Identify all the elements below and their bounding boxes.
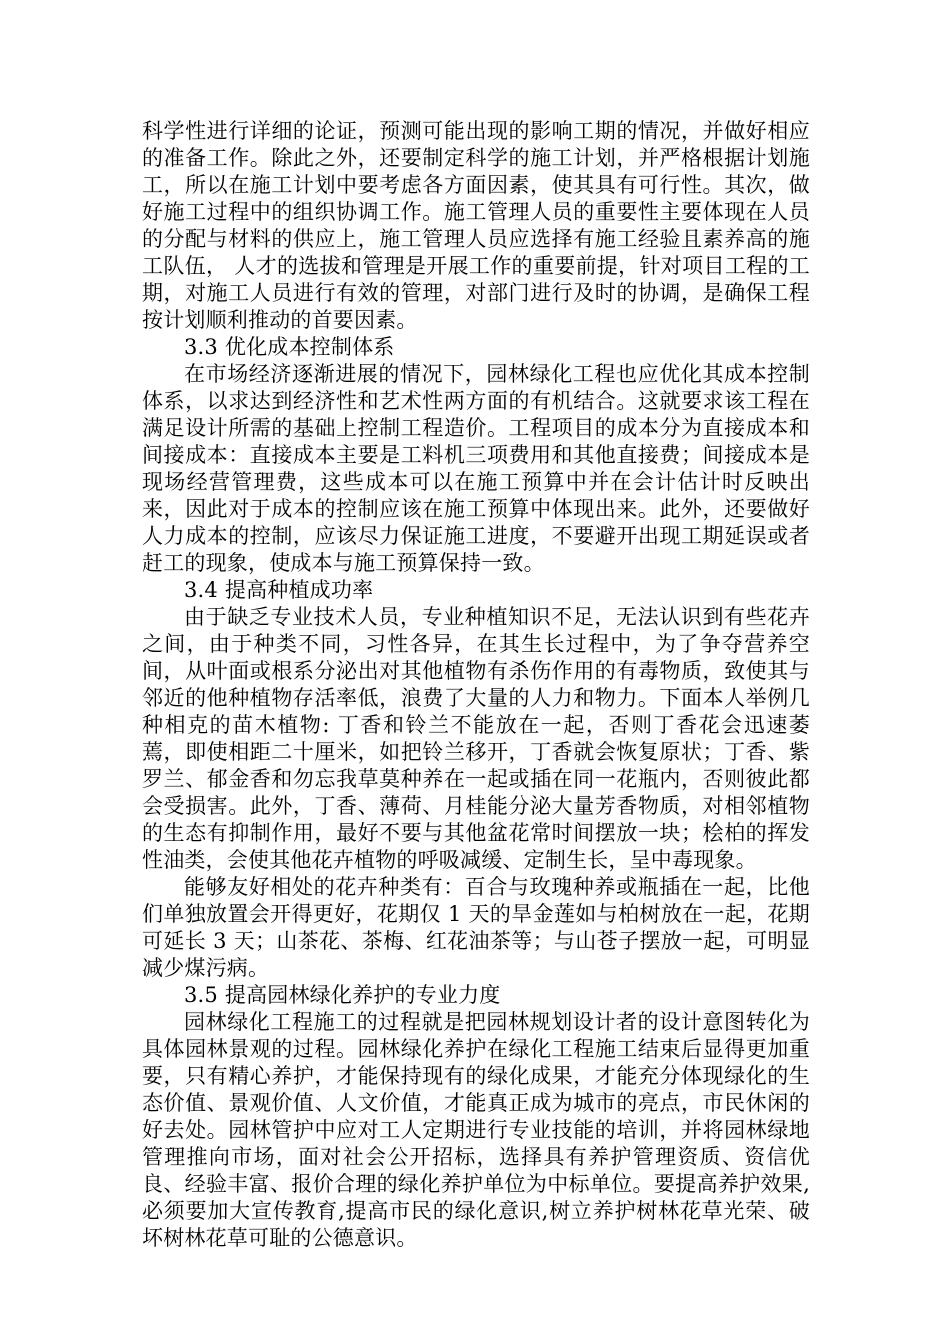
section-heading-3-3: 3.3 优化成本控制体系 — [184, 335, 395, 359]
paragraph-cost-control: 在市场经济逐渐进展的情况下，园林绿化工程也应优化其成本控制体系，以求达到经济性和艺术性两方面的有机结合。这就要求该工程在满足设计所需的基础上控制工程造价。工程项目的成本分为直接成本和间接成本：直接成本主要是工料机三项费用和其他直接费；间接成本是现场经营管理费，这些成本可以在施工预算中并在会计估计时反映出来，因此对于成本的控制应该在施工预算中体现出来。此外，还要做好人力成本的控制，应该尽力保证施工进度，不要避开出现工期延误或者赶工的现象，使成本与施工预算保持一致。 — [142, 362, 810, 575]
section-heading-3-4: 3.4 提高种植成功率 — [184, 578, 374, 602]
paragraph-compatible-plants: 能够友好相处的花卉种类有：百合与玫瑰种养或瓶插在一起，比他们单独放置会开得更好，花期仅 1 天的旱金莲如与柏树放在一起，花期可延长 3 天；山茶花、茶梅、红花油茶等；与山苍子摆放一起，可明显减少煤污病。 — [142, 875, 810, 980]
section-heading-3-5: 3.5 提高园林绿化养护的专业力度 — [184, 983, 501, 1007]
document-page — [142, 118, 810, 1252]
paragraph-schedule-management-continued: 科学性进行详细的论证，预测可能出现的影响工期的情况，并做好相应的准备工作。除此之外，还要制定科学的施工计划，并严格根据计划施工，所以在施工计划中要考虑各方面因素，使其具有可行性。其次，做好施工过程中的组织协调工作。施工管理人员的重要性主要体现在人员的分配与材料的供应上，施工管理人员应选择有施工经验且素养高的施工队伍， 人才的选拔和管理是开展工作的重要前提，针对项目工程的工期，对施工人员进行有效的管理，对部门进行及时的协调，是确保工程按计划顺利推动的首要因素。 — [142, 119, 810, 332]
paragraph-incompatible-plants: 由于缺乏专业技术人员，专业种植知识不足，无法认识到有些花卉之间，由于种类不同，习性各异，在其生长过程中，为了争夺营养空间，从叶面或根系分泌出对其他植物有杀伤作用的有毒物质，致使其与邻近的他种植物存活率低，浪费了大量的人力和物力。下面本人举例几种相克的苗木植物: 丁香和铃兰不能放在一起，否则丁香花会迅速萎蔫，即使相距二十厘米，如把铃兰移开，丁香就会恢复原状；丁香、紫罗兰、郁金香和勿忘我草莫种养在一起或插在同一花瓶内，否则彼此都会受损害。此外，丁香、薄荷、月桂能分泌大量芳香物质，对相邻植物的生态有抑制作用，最好不要与其他盆花常时间摆放一块；桧柏的挥发性油类，会使其他花卉植物的呼吸减缓、定制生长，呈中毒现象。 — [142, 605, 810, 872]
paragraph-maintenance: 园林绿化工程施工的过程就是把园林规划设计者的设计意图转化为具体园林景观的过程。园林绿化养护在绿化工程施工结束后显得更加重要，只有精心养护，才能保持现有的绿化成果，才能充分体现绿化的生态价值、景观价值、人文价值，才能真正成为城市的亮点，市民休闲的好去处。园林管护中应对工人定期进行专业技能的培训，并将园林绿地管理推向市场，面对社会公开招标，选择具有养护管理资质、资信优良、经验丰富、报价合理的绿化养护单位为中标单位。要提高养护效果,必须要加大宣传教育,提高市民的绿化意识,树立养护树林花草光荣、破坏树林花草可耻的公德意识。 — [142, 1010, 810, 1250]
